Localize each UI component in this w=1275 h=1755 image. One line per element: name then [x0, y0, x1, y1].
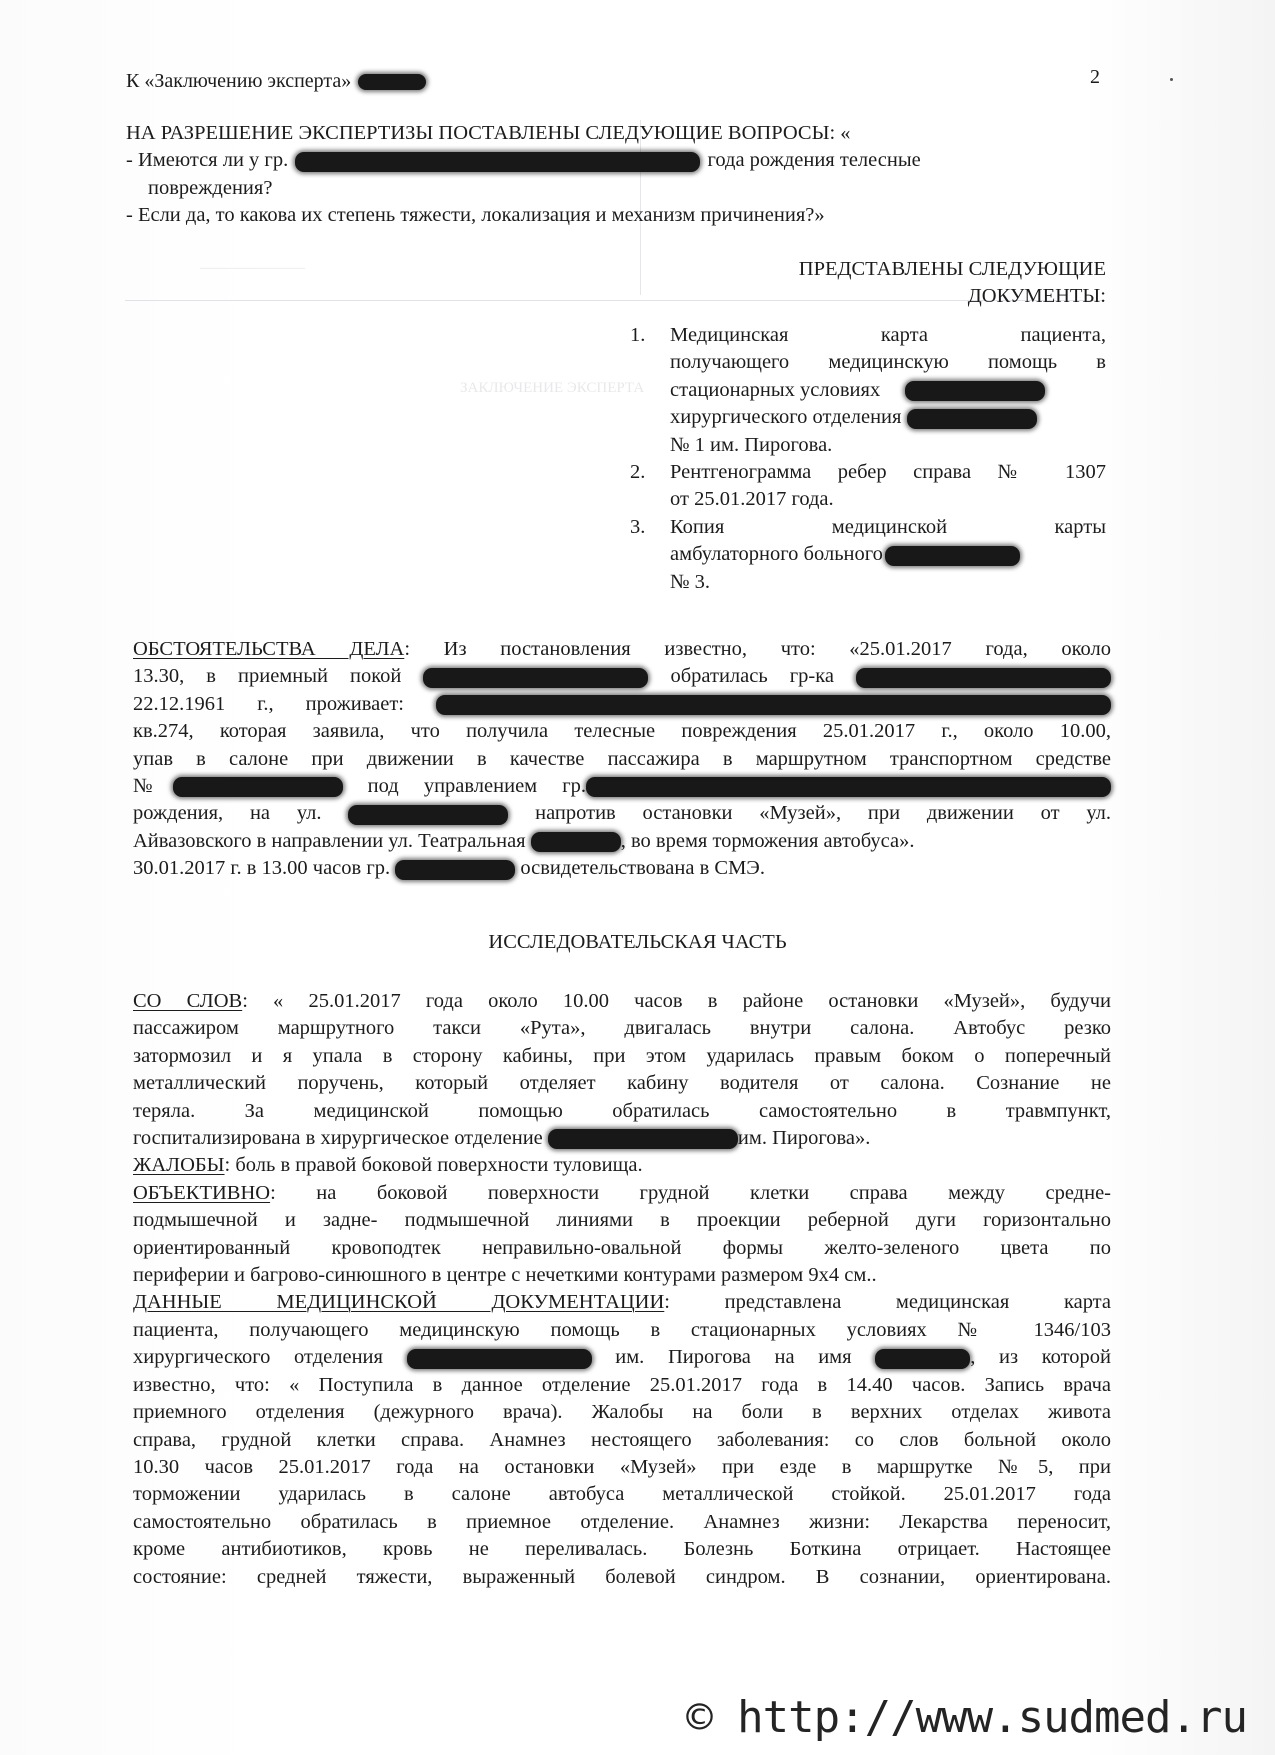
document-item	[630, 459, 1106, 514]
objective-label: ОБЪЕКТИВНО	[133, 1181, 271, 1204]
scan-speck	[1170, 78, 1173, 81]
item-text: амбулаторного больного	[670, 541, 1106, 568]
research-text: подмышечной и задне- подмышечной линиями в проекции реберной дуги горизонтально	[133, 1209, 1111, 1232]
research-text: : « 25.01.2017 года около 10.00 часов в районе остановки «Музей», будучи	[242, 990, 1111, 1012]
redaction	[548, 1129, 738, 1149]
research-text: хирургического отделения им. Пирогова на имя , из которой	[133, 1346, 1112, 1369]
research-text: затормозил и я упала в сторону кабины, при этом ударилась правым боком о поперечный	[133, 1044, 1111, 1067]
circumstances-text: кв.274, которая заявила, что получила телесные повреждения 25.01.2017 г., около 10.00,	[133, 720, 1111, 743]
redaction	[531, 832, 621, 852]
redaction	[856, 668, 1111, 688]
questions-section	[126, 120, 1116, 230]
research-text: приемного отделения (дежурного врача). Жалобы на боли в верхних отделах живота	[133, 1401, 1111, 1424]
research-text: 10.30 часов 25.01.2017 года на остановки «Музей» при езде в маршрутке №5, при	[133, 1455, 1111, 1478]
research-text: госпитализирована в хирургическое отделение им. Пирогова».	[133, 1127, 871, 1150]
circumstances-text: 30.01.2017 г. в 13.00 часов гр. освидетельствована в СМЭ.	[133, 857, 765, 880]
research-title: ИССЛЕДОВАТЕЛЬСКАЯ ЧАСТЬ	[488, 931, 787, 953]
med-docs-label: ДАННЫЕ МЕДИЦИНСКОЙ ДОКУМЕНТАЦИИ	[133, 1291, 665, 1314]
item-text: от 25.01.2017 года.	[670, 488, 834, 511]
redaction	[885, 546, 1020, 566]
item-text: № 1 им. Пирогова.	[670, 433, 833, 456]
question-1-suffix: года рождения телесные	[707, 149, 921, 172]
circumstances-text: упав в салоне при движении в качестве пассажира в маршрутном транспортном средстве	[133, 747, 1111, 770]
redaction	[348, 805, 508, 825]
redaction	[395, 860, 515, 880]
question-1-prefix: - Имеются ли у гр.	[126, 149, 289, 172]
documents-title	[700, 256, 1106, 311]
question-1	[126, 147, 1116, 174]
redaction	[436, 695, 1111, 715]
bleed-through-text: ______________	[200, 255, 305, 271]
research-text: : на боковой поверхности грудной клетки справа между средне-	[270, 1181, 1111, 1204]
redaction	[907, 409, 1037, 429]
questions-title: НА РАЗРЕШЕНИЕ ЭКСПЕРТИЗЫ ПОСТАВЛЕНЫ СЛЕДУЮЩИЕ ВОПРОСЫ: «	[126, 122, 851, 144]
research-text: теряла. За медицинской помощью обратилась самостоятельно в травмпункт,	[133, 1099, 1111, 1122]
redaction	[423, 668, 648, 688]
document-item	[630, 514, 1106, 596]
question-2: - Если да, то какова их степень тяжести, локализация и механизм причинения?»	[126, 204, 825, 227]
document-reference	[126, 70, 426, 93]
research-text: пассажиром маршрутного такси «Рута», двигалась внутри салона. Автобус резко	[133, 1017, 1111, 1040]
circumstances-text: : Из постановления известно, что: «25.01.2017 года, около	[404, 638, 1111, 660]
research-text: торможении ударилась в салоне автобуса металлической стойкой. 25.01.2017 года	[133, 1483, 1111, 1506]
item-text: стационарных условиях	[670, 377, 1106, 404]
research-section	[133, 988, 1111, 1591]
redaction	[875, 1349, 970, 1369]
research-text: : представлена медицинская карта	[664, 1291, 1111, 1314]
research-text: известно, что: « Поступила в данное отделение 25.01.2017 года в 14.40 часов. Запись врача	[133, 1373, 1111, 1396]
research-text: металлический поручень, который отделяет кабину водителя от салона. Сознание не	[133, 1072, 1111, 1095]
research-text: кроме антибиотиков, кровь не переливалась. Болезнь Боткина отрицает. Настоящее	[133, 1538, 1111, 1561]
item-text: № 3.	[670, 570, 711, 593]
redaction	[407, 1349, 592, 1369]
research-text: самостоятельно обратилась в приемное отделение. Анамнез жизни: Лекарства переносит,	[133, 1510, 1111, 1533]
circumstances-text: 13.30, в приемный покой обратилась гр-ка	[133, 663, 1111, 690]
complaints-label: ЖАЛОБЫ	[133, 1154, 225, 1177]
item-number: 3.	[630, 515, 646, 538]
circumstances-label: ОБСТОЯТЕЛЬСТВА ДЕЛА	[133, 638, 405, 660]
item-text: Копия медицинской карты	[670, 515, 1106, 538]
item-number: 1.	[630, 324, 646, 346]
redaction	[586, 777, 1111, 797]
research-text: состояние: средней тяжести, выраженный болевой синдром. В сознании, ориентирована.	[133, 1565, 1111, 1588]
item-text: Медицинская карта пациента,	[670, 324, 1106, 346]
item-number: 2.	[630, 461, 646, 484]
circumstances-text: рождения, на ул. напротив остановки «Музей», при движении от ул.	[133, 802, 1112, 825]
documents-title-line2: ДОКУМЕНТЫ:	[967, 285, 1106, 308]
words-label: СО СЛОВ	[133, 990, 243, 1012]
bleed-through-text: ЗАКЛЮЧЕНИЕ ЭКСПЕРТА	[460, 380, 645, 396]
circumstances-section	[133, 636, 1111, 883]
circumstances-text: № под управлением гр.	[133, 773, 1111, 800]
copyright-watermark: © http://www.sudmed.ru	[686, 1692, 1247, 1743]
research-text: ориентированный кровоподтек неправильно-овальной формы желто-зеленого цвета по	[133, 1236, 1111, 1259]
documents-title-line1: ПРЕДСТАВЛЕНЫ СЛЕДУЮЩИЕ	[798, 258, 1106, 280]
redaction	[173, 777, 343, 797]
item-text: получающего медицинскую помощь в	[670, 351, 1106, 374]
circumstances-text: Айвазовского в направлении ул. Театральная , во время торможения автобуса».	[133, 829, 915, 852]
item-text: хирургического отделения	[670, 404, 1106, 431]
page-number: 2	[1090, 66, 1100, 88]
item-text: Рентгенограмма ребер справа № 1307	[670, 461, 1106, 484]
documents-list	[630, 322, 1106, 596]
redaction	[358, 74, 426, 90]
question-1-continued: повреждения?	[148, 176, 273, 199]
redaction	[295, 152, 700, 172]
research-text: периферии и багрово-синюшного в центре с нечеткими контурами размером 9х4 см..	[133, 1264, 877, 1287]
redaction	[905, 381, 1045, 401]
circumstances-text: 22.12.1961 г., проживает:	[133, 691, 1111, 718]
research-text: : боль в правой боковой поверхности туловища.	[224, 1154, 643, 1177]
research-text: справа, грудной клетки справа. Анамнез нестоящего заболевания: со слов больной около	[133, 1428, 1111, 1451]
reference-text: К «Заключению эксперта»	[126, 70, 352, 92]
document-item	[630, 322, 1106, 459]
research-text: пациента, получающего медицинскую помощь в стационарных условиях № 1346/103	[133, 1318, 1111, 1341]
